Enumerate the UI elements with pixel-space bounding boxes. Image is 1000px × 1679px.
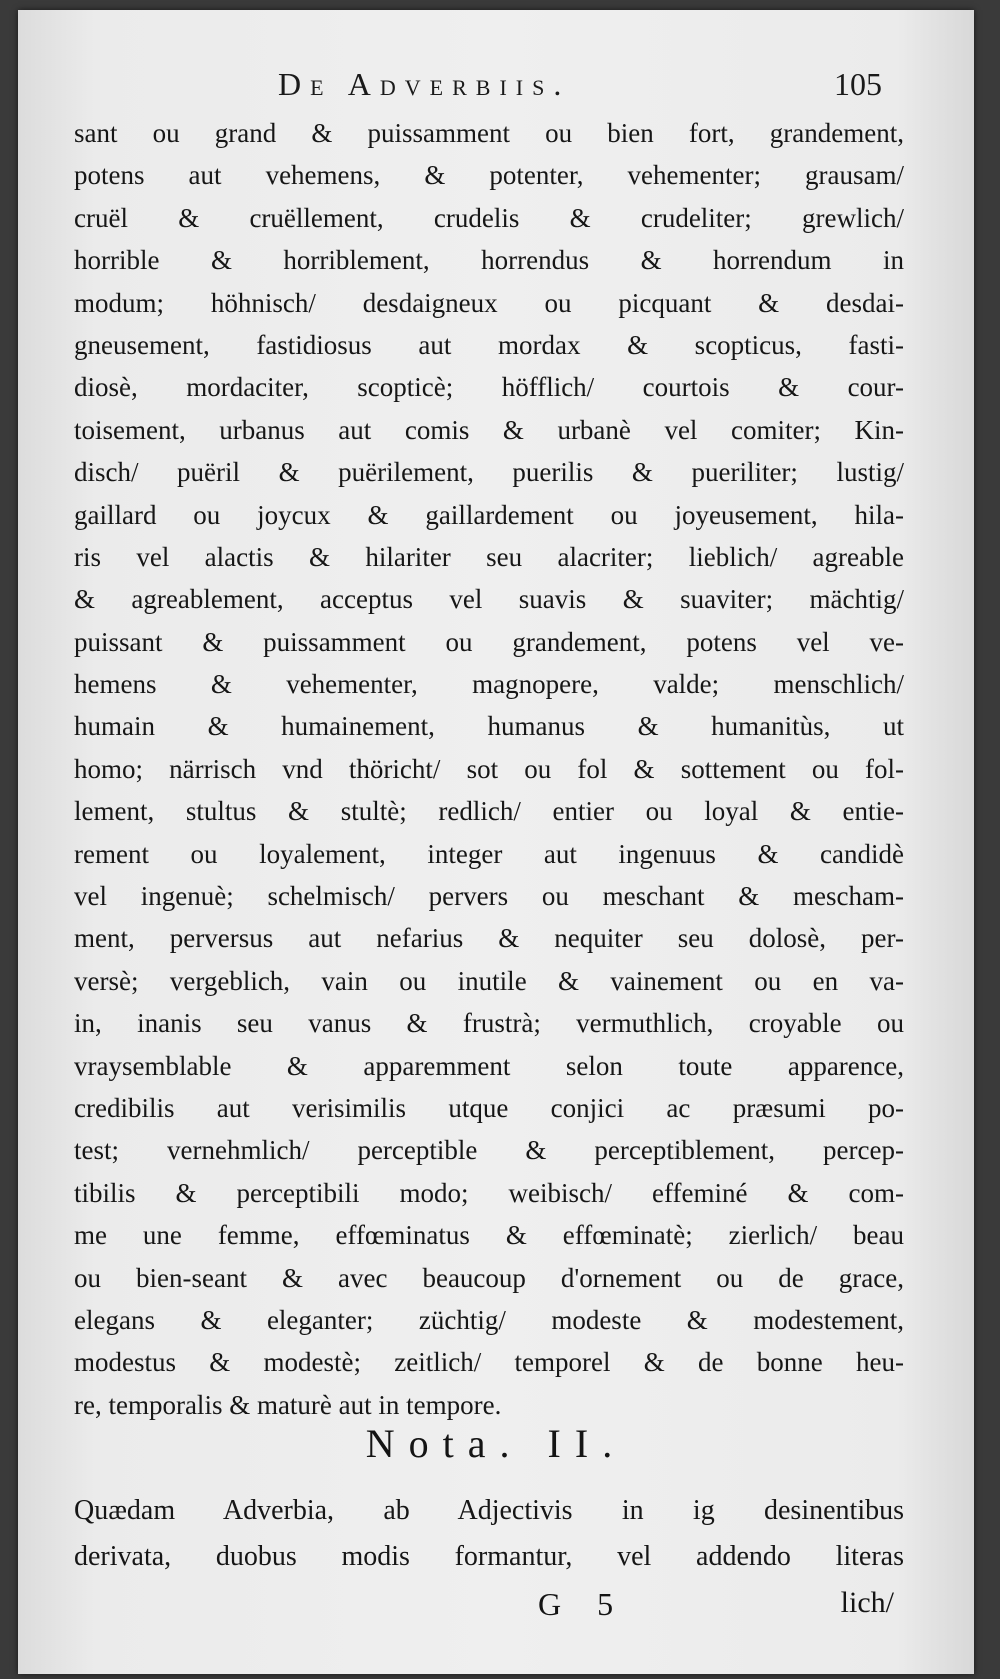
page-number: 105 [834, 66, 882, 102]
text-line: disch/ puëril & puërilement, puerilis & pueriliter; lustig/ [74, 457, 904, 488]
nota-text [74, 1488, 904, 1580]
text-line: ris vel alactis & hilariter seu alacriter; lieblich/ agreable [74, 541, 904, 572]
text-line: ment, perversus aut nefarius & nequiter seu dolosè, per- [74, 923, 904, 954]
text-line: puissant & puissamment ou grandement, potens vel ve- [74, 626, 904, 657]
text-line: Quædam Adverbia, ab Adjectivis in ig desinentibus [74, 1495, 904, 1526]
signature-mark: G 5 [538, 1586, 628, 1622]
text-line: & agreablement, acceptus vel suavis & suaviter; mächtig/ [74, 584, 904, 615]
text-line: derivata, duobus modis formantur, vel addendo literas [74, 1541, 904, 1572]
text-line: vraysemblable & apparemment selon toute apparence, [74, 1050, 904, 1081]
text-line: rement ou loyalement, integer aut ingenuus & candidè [74, 838, 904, 869]
text-line: homo; närrisch vnd thöricht/ sot ou fol & sottement ou fol- [74, 753, 904, 784]
body-text [74, 112, 904, 1426]
section-heading: Nota. II. [365, 1421, 627, 1466]
text-line: hemens & vehementer, magnopere, valde; menschlich/ [74, 669, 904, 700]
text-line: humain & humainement, humanus & humanitùs, ut [74, 711, 904, 742]
text-line: test; vernehmlich/ perceptible & perceptiblement, percep- [74, 1135, 904, 1166]
page-footer [18, 1586, 974, 1634]
text-line: re, temporalis & maturè aut in tempore. [74, 1389, 502, 1420]
catchword: lich/ [840, 1586, 894, 1619]
text-line: diosè, mordaciter, scopticè; höfflich/ courtois & cour- [74, 372, 904, 403]
running-title: De Adverbiis. [278, 66, 571, 102]
text-line: potens aut vehemens, & potenter, vehementer; grausam/ [74, 160, 904, 191]
text-line: horrible & horriblement, horrendus & horrendum in [74, 245, 904, 276]
text-line: gaillard ou joycux & gaillardement ou joyeusement, hila- [74, 499, 904, 530]
page-header [18, 62, 974, 106]
text-line: vel ingenuè; schelmisch/ pervers ou meschant & mescham- [74, 881, 904, 912]
text-line: modum; höhnisch/ desdaigneux ou picquant & desdai- [74, 287, 904, 318]
text-line: toisement, urbanus aut comis & urbanè vel comiter; Kin- [74, 414, 904, 445]
text-line: elegans & eleganter; züchtig/ modeste & modestement, [74, 1304, 904, 1335]
text-line: credibilis aut verisimilis utque conjici ac præsumi po- [74, 1092, 904, 1123]
book-page [18, 10, 974, 1674]
text-line: tibilis & perceptibili modo; weibisch/ effeminé & com- [74, 1177, 904, 1208]
text-line: in, inanis seu vanus & frustrà; vermuthlich, croyable ou [74, 1008, 904, 1039]
text-line: me une femme, effœminatus & effœminatè; zierlich/ beau [74, 1220, 904, 1251]
text-line: gneusement, fastidiosus aut mordax & scopticus, fasti- [74, 329, 904, 360]
text-line: modestus & modestè; zeitlich/ temporel & de bonne heu- [74, 1347, 904, 1378]
text-line: sant ou grand & puissamment ou bien fort, grandement, [74, 118, 904, 148]
text-line: cruël & cruëllement, crudelis & crudeliter; grewlich/ [74, 202, 904, 233]
text-line: lement, stultus & stultè; redlich/ entier ou loyal & entie- [74, 796, 904, 827]
text-line: ou bien-seant & avec beaucoup d'ornement ou de grace, [74, 1262, 904, 1293]
text-line: versè; vergeblich, vain ou inutile & vainement ou en va- [74, 965, 904, 996]
